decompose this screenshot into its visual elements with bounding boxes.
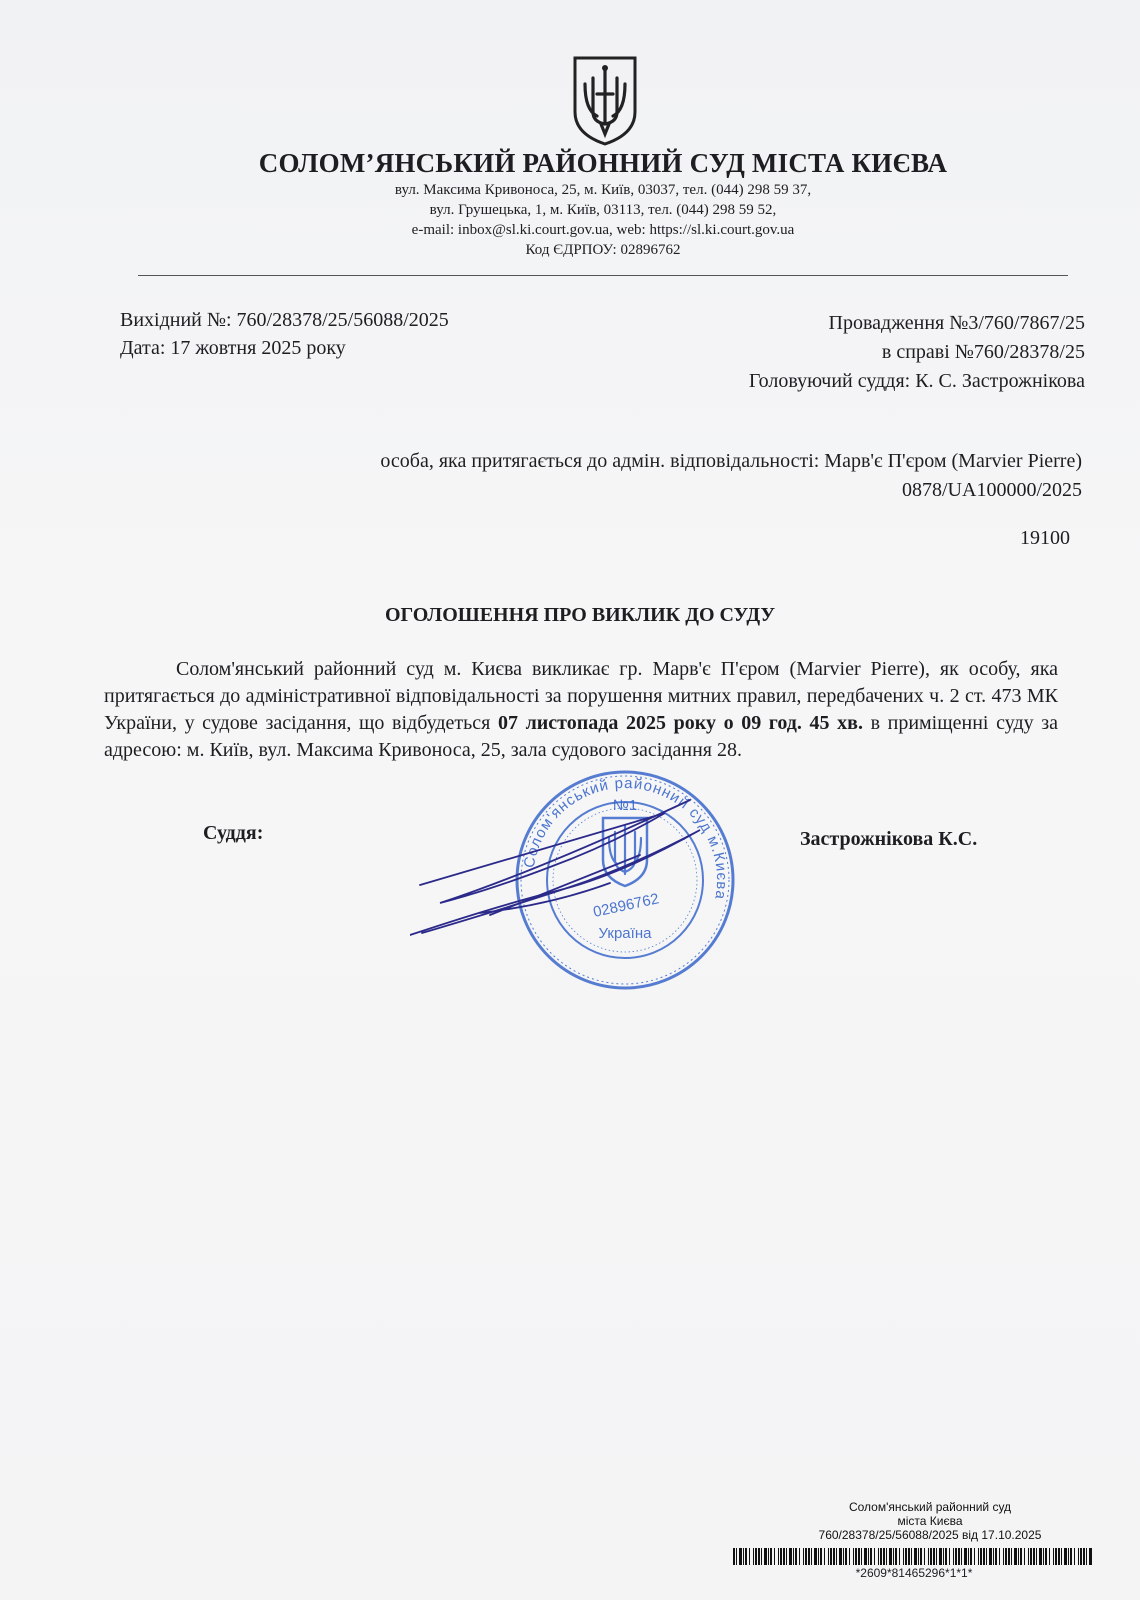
barcode-bar bbox=[780, 1548, 782, 1565]
barcode-bar bbox=[836, 1548, 837, 1565]
barcode-bar bbox=[999, 1548, 1000, 1565]
barcode-bar bbox=[1074, 1548, 1075, 1565]
barcode-bar bbox=[968, 1548, 969, 1565]
barcode-bar bbox=[893, 1548, 894, 1565]
barcode-bar bbox=[1011, 1548, 1012, 1565]
barcode-bar bbox=[880, 1548, 882, 1565]
barcode-bar bbox=[878, 1548, 879, 1565]
barcode-bar bbox=[1058, 1548, 1060, 1565]
barcode-bar bbox=[889, 1548, 892, 1565]
barcode-bar bbox=[764, 1548, 767, 1565]
barcode-bar bbox=[853, 1548, 854, 1565]
barcode-bar bbox=[899, 1548, 900, 1565]
barcode-bar bbox=[930, 1548, 932, 1565]
barcode-bar bbox=[870, 1548, 872, 1565]
barcode-bar bbox=[970, 1548, 972, 1565]
barcode-text: *2609*81465296*1*1* bbox=[855, 1566, 973, 1580]
barcode-bar bbox=[1014, 1548, 1017, 1565]
barcode-bar bbox=[845, 1548, 847, 1565]
barcode-bar bbox=[733, 1548, 735, 1565]
barcode-bar bbox=[811, 1548, 812, 1565]
barcode-bar bbox=[849, 1548, 850, 1565]
barcode-bar bbox=[1028, 1548, 1029, 1565]
barcode-bar bbox=[949, 1548, 950, 1565]
barcode-bar bbox=[924, 1548, 925, 1565]
address-line-1: вул. Максима Кривоноса, 25, м. Київ, 03037, тел. (044) 298 59 37, bbox=[394, 182, 812, 198]
barcode-bar bbox=[1061, 1548, 1062, 1565]
seal-ring-text: Солом'янський районний суд м.Києва bbox=[520, 774, 731, 902]
barcode-bar bbox=[955, 1548, 957, 1565]
barcode-bar bbox=[1039, 1548, 1042, 1565]
barcode-bar bbox=[936, 1548, 937, 1565]
barcode-bar bbox=[1053, 1548, 1054, 1565]
notice-body bbox=[104, 656, 1058, 764]
seal-code: 02896762 bbox=[591, 890, 661, 921]
barcode-bar bbox=[1049, 1548, 1050, 1565]
court-name: СОЛОМ’ЯНСЬКИЙ РАЙОННИЙ СУД МІСТА КИЄВА bbox=[258, 148, 948, 178]
notice-title: ОГОЛОШЕННЯ ПРО ВИКЛИК ДО СУДУ bbox=[384, 604, 776, 626]
barcode-bar bbox=[993, 1548, 994, 1565]
barcode-bar bbox=[803, 1548, 804, 1565]
barcode-bar bbox=[824, 1548, 825, 1565]
barcode-bar bbox=[758, 1548, 760, 1565]
stamp-line-1: Солом'янський районний суд bbox=[848, 1500, 1012, 1514]
stamp-line-3: 760/28378/25/56088/2025 від 17.10.2025 bbox=[818, 1528, 1042, 1542]
barcode-bar bbox=[868, 1548, 869, 1565]
barcode-bar bbox=[1030, 1548, 1032, 1565]
barcode-bar bbox=[905, 1548, 907, 1565]
barcode-bar bbox=[783, 1548, 785, 1565]
outgoing-number: Вихідний №: 760/28378/25/56088/2025 bbox=[120, 309, 449, 331]
barcode-bar bbox=[795, 1548, 797, 1565]
address-line-2: вул. Грушецька, 1, м. Київ, 03113, тел. (044) 298 59 52, bbox=[429, 202, 777, 218]
barcode-bar bbox=[814, 1548, 817, 1565]
barcode-bar bbox=[908, 1548, 910, 1565]
barcode-bar bbox=[980, 1548, 982, 1565]
judge-name: Застрожнікова К.С. bbox=[800, 828, 978, 850]
document-date: Дата: 17 жовтня 2025 року bbox=[120, 337, 346, 359]
barcode-bar bbox=[1086, 1548, 1087, 1565]
barcode-bar bbox=[903, 1548, 904, 1565]
barcode-bar bbox=[920, 1548, 922, 1565]
barcode-bar bbox=[958, 1548, 960, 1565]
barcode-bar bbox=[918, 1548, 919, 1565]
notice-hearing-datetime: 07 листопада 2025 року о 09 год. 45 хв. bbox=[497, 712, 863, 734]
barcode-bar bbox=[833, 1548, 835, 1565]
barcode-bar bbox=[739, 1548, 742, 1565]
barcode-bar bbox=[895, 1548, 897, 1565]
barcode-bar bbox=[839, 1548, 842, 1565]
case-meta bbox=[749, 309, 1085, 396]
barcode-bar bbox=[974, 1548, 975, 1565]
barcode-bar bbox=[864, 1548, 867, 1565]
barcode-bar bbox=[914, 1548, 917, 1565]
barcode-bar bbox=[858, 1548, 860, 1565]
judge-label: Суддя: bbox=[203, 822, 264, 844]
barcode-bar bbox=[1008, 1548, 1010, 1565]
barcode-bar bbox=[874, 1548, 875, 1565]
barcode-bar bbox=[843, 1548, 844, 1565]
registration-stamp bbox=[775, 1500, 1085, 1542]
barcode-bar bbox=[995, 1548, 997, 1565]
barcode-bar bbox=[774, 1548, 775, 1565]
barcode-bar bbox=[830, 1548, 832, 1565]
court-contacts bbox=[0, 180, 1140, 260]
barcode-bar bbox=[1080, 1548, 1082, 1565]
barcode-bar bbox=[983, 1548, 985, 1565]
barcode-bar bbox=[1068, 1548, 1069, 1565]
barcode-bar bbox=[1003, 1548, 1004, 1565]
addressee-code: 0878/UA100000/2025 bbox=[902, 479, 1082, 501]
edrpou-code: Код ЄДРПОУ: 02896762 bbox=[525, 242, 681, 258]
barcode-bar bbox=[961, 1548, 962, 1565]
presiding-judge: Головуючий суддя: К. С. Застрожнікова bbox=[748, 370, 1085, 392]
barcode-bar bbox=[1005, 1548, 1007, 1565]
barcode-bar bbox=[953, 1548, 954, 1565]
barcode-bar bbox=[743, 1548, 744, 1565]
proceeding-number: Провадження №3/760/7867/25 bbox=[828, 312, 1085, 334]
seal-country: Україна bbox=[598, 925, 652, 942]
barcode-bar bbox=[786, 1548, 787, 1565]
barcode-bar bbox=[808, 1548, 810, 1565]
barcode-bar bbox=[1055, 1548, 1057, 1565]
barcode-bar bbox=[945, 1548, 947, 1565]
email-web-line: e-mail: inbox@sl.ki.court.gov.ua, web: https://sl.ki.court.gov.ua bbox=[411, 222, 795, 238]
barcode-bar bbox=[745, 1548, 747, 1565]
barcode-bar bbox=[964, 1548, 967, 1565]
barcode-bar bbox=[943, 1548, 944, 1565]
barcode-bar bbox=[855, 1548, 857, 1565]
barcode-bar bbox=[1036, 1548, 1037, 1565]
barcode-bar bbox=[768, 1548, 769, 1565]
addressee-zip: 19100 bbox=[1020, 527, 1070, 549]
barcode-bar bbox=[886, 1548, 887, 1565]
barcode-bar bbox=[1033, 1548, 1035, 1565]
barcode-bar bbox=[1018, 1548, 1019, 1565]
barcode-bar bbox=[799, 1548, 800, 1565]
barcode-bar bbox=[1045, 1548, 1047, 1565]
barcode-bar bbox=[1089, 1548, 1092, 1565]
barcode-bar bbox=[818, 1548, 819, 1565]
notice-text-end: в приміщенні суду за адресою: м. Київ, вул. Максима Кривоноса, 25, зала судового засідання 28. bbox=[104, 712, 1059, 761]
addressee bbox=[380, 447, 1082, 505]
case-number: в справі №760/28378/25 bbox=[881, 341, 1085, 363]
barcode-bar bbox=[1064, 1548, 1067, 1565]
barcode-bar bbox=[1024, 1548, 1025, 1565]
barcode-bar bbox=[989, 1548, 992, 1565]
barcode-bar bbox=[761, 1548, 762, 1565]
barcode-bar bbox=[939, 1548, 942, 1565]
barcode-bar bbox=[861, 1548, 862, 1565]
barcode-bar bbox=[1083, 1548, 1085, 1565]
outgoing-meta bbox=[120, 306, 449, 362]
barcode-bar bbox=[778, 1548, 779, 1565]
barcode-bar bbox=[770, 1548, 772, 1565]
barcode-bar bbox=[911, 1548, 912, 1565]
barcode-bar bbox=[820, 1548, 822, 1565]
barcode-bar bbox=[1043, 1548, 1044, 1565]
coat-of-arms-icon bbox=[571, 54, 639, 146]
barcode-bar bbox=[805, 1548, 807, 1565]
header-divider bbox=[138, 275, 1068, 276]
stamp-line-2: міста Києва bbox=[897, 1514, 963, 1528]
barcode-bar bbox=[1020, 1548, 1022, 1565]
barcode-bar bbox=[883, 1548, 885, 1565]
barcode-bar bbox=[928, 1548, 929, 1565]
barcode-bar bbox=[793, 1548, 794, 1565]
barcode bbox=[733, 1548, 1095, 1565]
barcode-bar bbox=[933, 1548, 935, 1565]
barcode-bar bbox=[789, 1548, 792, 1565]
barcode-bar bbox=[986, 1548, 987, 1565]
barcode-bar bbox=[755, 1548, 757, 1565]
handwritten-signature bbox=[410, 795, 730, 960]
notice-text-start: Солом'янський районний суд м. Києва викликає гр. Марв'є П'єром (Marvier Pierre), як особу, яка притягається до адміністративної відповідальності за порушення митних правил, передбачених ч. 2 ст. 473 МК України, у судове засідання, що відбудеться bbox=[104, 658, 1058, 734]
barcode-bar bbox=[736, 1548, 737, 1565]
barcode-bar bbox=[978, 1548, 979, 1565]
seal-number: №1 bbox=[612, 797, 638, 814]
addressee-person: особа, яка притягається до адмін. відповідальності: Марв'є П'єром (Marvier Pierre) bbox=[380, 450, 1082, 472]
barcode-bar bbox=[1070, 1548, 1072, 1565]
barcode-bar bbox=[1078, 1548, 1079, 1565]
barcode-bar bbox=[749, 1548, 750, 1565]
barcode-bar bbox=[828, 1548, 829, 1565]
barcode-bar bbox=[753, 1548, 754, 1565]
